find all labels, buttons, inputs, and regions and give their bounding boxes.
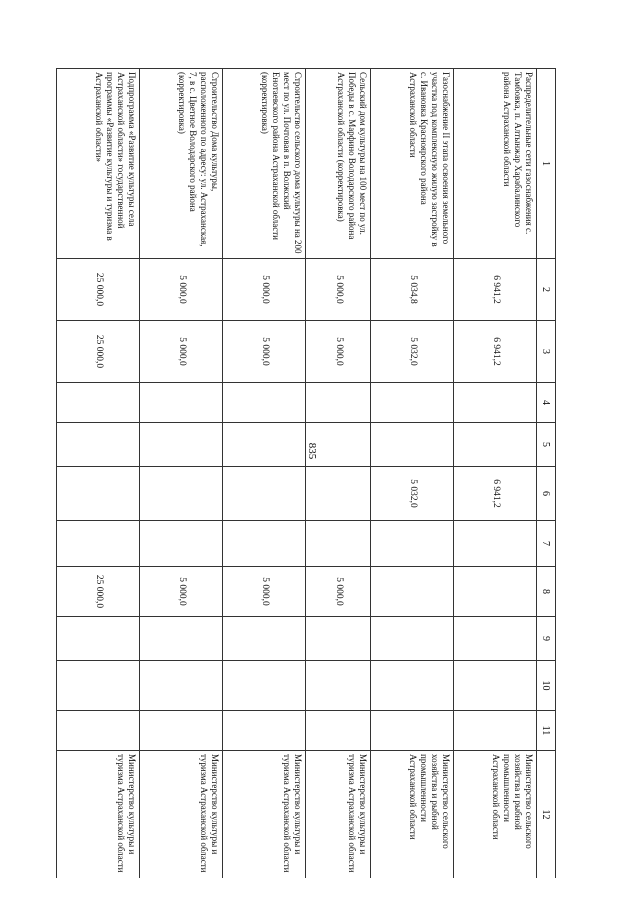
object-description-cell: Распределительные сети газоснабжения с. Тамбовка, п. Алтынжар Харабалинского района Астраханской области	[453, 69, 536, 259]
value-cell	[306, 467, 370, 521]
value-cell	[223, 521, 306, 567]
value-cell: 5 032,0	[370, 321, 453, 383]
value-cell: 25 000,0	[57, 567, 140, 617]
column-header: 11	[537, 711, 556, 751]
column-header: 7	[537, 521, 556, 567]
value-cell	[370, 383, 453, 423]
value-cell	[370, 567, 453, 617]
value-cell: 6 941,2	[453, 321, 536, 383]
value-cell	[223, 661, 306, 711]
value-cell: 5 000,0	[306, 259, 370, 321]
value-cell	[223, 711, 306, 751]
object-description-cell: Подпрограмма «Развитие культуры села Астраханской области» государственной программы «Развитие культуры и туризма в Астраханской области»	[57, 69, 140, 259]
object-description-cell: Строительство Дома культуры, расположенного по адресу: ул. Астраханская, 7, в с. Цветное Володарского района (корректировка)	[140, 69, 223, 259]
column-header: 12	[537, 751, 556, 879]
value-cell	[140, 661, 223, 711]
value-cell: 6 941,2	[453, 259, 536, 321]
value-cell	[57, 521, 140, 567]
value-cell	[370, 521, 453, 567]
value-cell	[453, 617, 536, 661]
column-header: 9	[537, 617, 556, 661]
value-cell: 5 000,0	[223, 321, 306, 383]
value-cell: 25 000,0	[57, 321, 140, 383]
value-cell	[223, 383, 306, 423]
column-header: 10	[537, 661, 556, 711]
value-cell	[370, 661, 453, 711]
table-row	[453, 69, 536, 879]
value-cell	[306, 423, 370, 467]
table-row	[306, 69, 370, 879]
column-header: 4	[537, 383, 556, 423]
column-header: 1	[537, 69, 556, 259]
responsible-ministry-cell: Министерство культуры и туризма Астраханской области	[140, 751, 223, 879]
value-cell: 5 000,0	[140, 321, 223, 383]
value-cell	[57, 423, 140, 467]
table-row	[223, 69, 306, 879]
column-header: 3	[537, 321, 556, 383]
value-cell	[453, 567, 536, 617]
value-cell	[306, 617, 370, 661]
object-description-cell: Строительство сельского дома культуры на 200 мест по ул. Почтовая в п. Волжский Енотаевского района Астраханской области (корректировка)	[223, 69, 306, 259]
value-cell	[140, 521, 223, 567]
responsible-ministry-cell: Министерство культуры и туризма Астраханской области	[306, 751, 370, 879]
value-cell	[306, 711, 370, 751]
object-description-cell: Газоснабжение II этапа освоения земельного участка под комплексную жилую застройку в с. Ивановка Красноярского района Астраханской области	[370, 69, 453, 259]
value-cell	[57, 383, 140, 423]
column-header: 6	[537, 467, 556, 521]
value-cell: 5 000,0	[306, 321, 370, 383]
header-row	[537, 69, 556, 879]
value-cell	[453, 521, 536, 567]
value-cell: 5 000,0	[223, 259, 306, 321]
value-cell	[370, 423, 453, 467]
column-header: 8	[537, 567, 556, 617]
value-cell	[370, 711, 453, 751]
value-cell	[306, 521, 370, 567]
value-cell: 6 941,2	[453, 467, 536, 521]
value-cell	[140, 467, 223, 521]
value-cell: 5 034,8	[370, 259, 453, 321]
value-cell	[223, 467, 306, 521]
value-cell	[306, 661, 370, 711]
responsible-ministry-cell: Министерство культуры и туризма Астраханской области	[223, 751, 306, 879]
value-cell	[306, 383, 370, 423]
value-cell	[453, 711, 536, 751]
value-cell	[57, 467, 140, 521]
value-cell	[57, 617, 140, 661]
value-cell	[453, 423, 536, 467]
value-cell	[140, 711, 223, 751]
value-cell: 5 000,0	[223, 567, 306, 617]
value-cell	[140, 617, 223, 661]
responsible-ministry-cell: Министерство культуры и туризма Астраханской области	[57, 751, 140, 879]
value-cell	[57, 661, 140, 711]
page-number: 835	[306, 442, 318, 460]
value-cell: 25 000,0	[57, 259, 140, 321]
table-row	[370, 69, 453, 879]
value-cell: 5 000,0	[140, 259, 223, 321]
table-row	[57, 69, 140, 879]
value-cell: 5 032,0	[370, 467, 453, 521]
value-cell	[223, 423, 306, 467]
table-frame	[56, 68, 556, 878]
table-row	[140, 69, 223, 879]
value-cell	[140, 423, 223, 467]
value-cell	[370, 617, 453, 661]
budget-table	[56, 68, 556, 878]
value-cell	[57, 711, 140, 751]
responsible-ministry-cell: Министерство сельского хозяйства и рыбной промышленности Астраханской области	[453, 751, 536, 879]
value-cell	[453, 383, 536, 423]
value-cell: 5 000,0	[306, 567, 370, 617]
responsible-ministry-cell: Министерство сельского хозяйства и рыбной промышленности Астраханской области	[370, 751, 453, 879]
column-header: 5	[537, 423, 556, 467]
value-cell	[453, 661, 536, 711]
value-cell: 5 000,0	[140, 567, 223, 617]
value-cell	[223, 617, 306, 661]
column-header: 2	[537, 259, 556, 321]
value-cell	[140, 383, 223, 423]
object-description-cell: Сельский дом культуры на 100 мест по ул. Победы в с. Марфино Володарского района Астраханской области (корректировка)	[306, 69, 370, 259]
rotated-table-container	[56, 68, 556, 878]
